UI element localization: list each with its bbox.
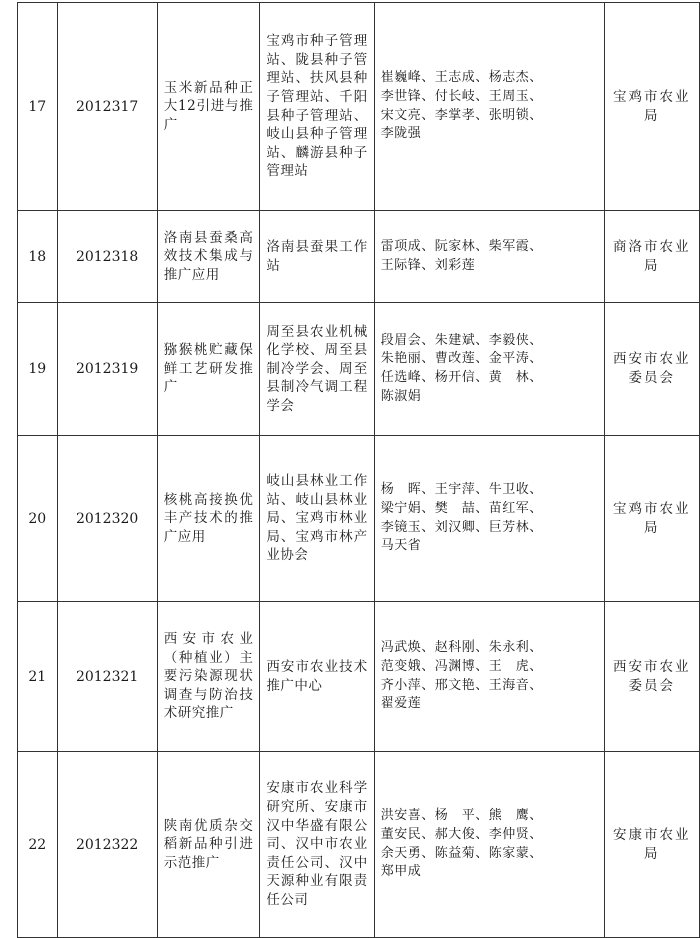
recommending-dept-cell (604, 602, 699, 752)
table-row (18, 602, 700, 752)
recommending-dept-cell (604, 3, 699, 211)
project-code: 2012319 (57, 303, 157, 436)
people-line: 马天省 (380, 538, 422, 554)
table-row (18, 211, 700, 303)
completing-unit-cell (260, 3, 374, 211)
people-line: 余天勇、陈益菊、陈家蒙、 (380, 845, 543, 861)
people-line: 冯武焕、赵科刚、朱永利、 (380, 640, 543, 656)
people-line: 齐小萍、邢文艳、王海音、 (380, 677, 543, 693)
people-cell (374, 303, 604, 436)
row-number: 18 (18, 211, 58, 303)
project-title: 猕猴桃贮藏保鲜工艺研发推广 (163, 342, 254, 396)
completing-unit: 洛南县蚕果工作站 (266, 238, 368, 274)
completing-unit: 宝鸡市种子管理站、陇县种子管理站、扶风县种子管理站、千阳县种子管理站、岐山县种子管理站、麟游县种子管理站 (266, 33, 368, 180)
project-title: 陕南优质杂交稻新品种引进示范推广 (163, 817, 254, 871)
project-title: 洛南县蚕桑高效技术集成与推广应用 (163, 229, 254, 283)
completing-unit-cell (260, 752, 374, 938)
project-title: 核桃高接换优丰产技术的推广应用 (163, 491, 254, 545)
people-line: 郑甲成 (380, 864, 422, 880)
table-row (18, 3, 700, 211)
project-title-cell (157, 3, 260, 211)
recommending-dept: 宝鸡市农业局 (613, 500, 691, 536)
people-cell (374, 752, 604, 938)
recommending-dept: 商洛市农业局 (613, 238, 691, 274)
recommending-dept-cell (604, 436, 699, 602)
row-number: 17 (18, 3, 58, 211)
project-code: 2012318 (57, 211, 157, 303)
completing-unit-cell (260, 436, 374, 602)
recommending-dept: 西安市农业委员会 (613, 658, 691, 694)
project-title: 西安市农业（种植业）主要污染源现状调查与防治技术研究推广 (163, 631, 254, 722)
people-line: 洪安喜、杨 平、熊 鹰、 (380, 808, 543, 824)
recommending-dept-cell (604, 211, 699, 303)
project-code: 2012317 (57, 3, 157, 211)
table-row (18, 436, 700, 602)
recommending-dept-cell (604, 303, 699, 436)
people-line: 李世锋、付长岐、王周玉、 (380, 88, 543, 104)
people-line: 杨 晖、王宇萍、牛卫收、 (380, 482, 543, 498)
project-title-cell (157, 303, 260, 436)
completing-unit: 西安市农业技术推广中心 (266, 658, 368, 694)
completing-unit-cell (260, 602, 374, 752)
people-list (381, 639, 598, 713)
row-number: 20 (18, 436, 58, 602)
recommending-dept: 西安市农业委员会 (613, 351, 691, 386)
project-code: 2012320 (57, 436, 157, 602)
people-cell (374, 602, 604, 752)
people-list (381, 69, 598, 143)
people-line: 梁宁娟、樊 喆、苗红军、 (380, 500, 543, 516)
people-cell (374, 211, 604, 303)
row-number: 21 (18, 602, 58, 752)
completing-unit-cell (260, 303, 374, 436)
project-code: 2012322 (57, 752, 157, 938)
people-list (381, 481, 598, 555)
completing-unit-cell (260, 211, 374, 303)
people-line: 崔巍峰、王志成、杨志杰、 (380, 70, 543, 86)
people-cell (374, 436, 604, 602)
completing-unit: 周至县农业机械化学校、周至县制冷学会、周至县制冷气调工程学会 (266, 323, 368, 414)
project-title-cell (157, 752, 260, 938)
project-title: 玉米新品种正大12引进与推广 (163, 79, 254, 133)
recommending-dept: 安康市农业局 (613, 826, 691, 862)
people-line: 李镜玉、刘汉卿、巨芳林、 (380, 519, 543, 535)
completing-unit: 安康市农业科学研究所、安康市汉中华盛有限公司、汉中市农业责任公司、汉中天源种业有限责任公司 (266, 780, 368, 908)
people-list (381, 238, 598, 275)
people-line: 朱艳丽、曹改莲、金平涛、 (380, 351, 543, 367)
award-table-body (18, 3, 700, 938)
award-table (17, 2, 700, 938)
people-line: 段眉会、朱建斌、李毅侠、 (380, 332, 543, 348)
people-line: 李陇强 (380, 126, 422, 142)
people-line: 范变娥、冯渊博、王 虎、 (380, 658, 543, 674)
people-line: 翟爱莲 (380, 696, 422, 712)
project-code: 2012321 (57, 602, 157, 752)
people-line: 雷项成、阮家林、柴军霞、 (380, 238, 543, 254)
people-list (381, 807, 598, 881)
recommending-dept-cell (604, 752, 699, 938)
row-number: 19 (18, 303, 58, 436)
people-line: 宋文亮、李掌孝、张明锁、 (380, 107, 543, 123)
table-row (18, 303, 700, 436)
people-line: 陈淑娟 (380, 388, 422, 404)
project-title-cell (157, 211, 260, 303)
row-number: 22 (18, 752, 58, 938)
project-title-cell (157, 436, 260, 602)
people-list (381, 332, 598, 406)
completing-unit: 岐山县林业工作站、岐山县林业局、宝鸡市林业局、宝鸡市林产业协会 (266, 473, 368, 564)
people-line: 董安民、郝大俊、李仲贤、 (380, 826, 543, 842)
project-title-cell (157, 602, 260, 752)
people-cell (374, 3, 604, 211)
recommending-dept: 宝鸡市农业局 (613, 88, 691, 124)
table-row (18, 752, 700, 938)
people-line: 王际锋、刘彩莲 (380, 257, 476, 273)
people-line: 任选峰、杨开信、黄 林、 (380, 370, 543, 385)
